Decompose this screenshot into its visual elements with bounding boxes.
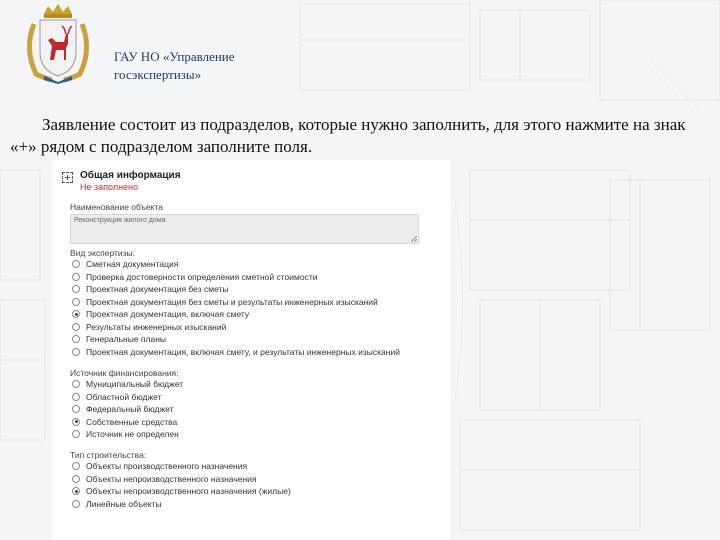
radio-button[interactable] (72, 273, 80, 281)
radio-button[interactable] (72, 285, 80, 293)
form-panel (52, 160, 450, 540)
expertise-option[interactable] (72, 333, 166, 345)
expertise-option-label: Сметная документация (86, 259, 179, 269)
funding-option[interactable] (72, 378, 183, 390)
expertise-option[interactable] (72, 308, 249, 320)
expertise-option[interactable] (72, 321, 226, 333)
funding-option-label: Федеральный бюджет (86, 404, 174, 414)
radio-button[interactable] (72, 462, 80, 470)
funding-option-label: Собственные средства (86, 416, 178, 427)
funding-option[interactable] (72, 403, 174, 415)
construction-option-label: Объекты непроизводственного назначения (жилые) (86, 486, 291, 496)
coat-of-arms-icon (22, 4, 94, 84)
expertise-option[interactable] (72, 271, 318, 283)
expertise-option[interactable] (72, 346, 400, 358)
radio-button[interactable] (72, 475, 80, 483)
construction-option[interactable] (72, 460, 247, 472)
funding-option-label: Муниципальный бюджет (86, 379, 184, 389)
radio-button[interactable] (72, 393, 80, 401)
construction-option[interactable] (72, 498, 162, 510)
radio-button[interactable] (72, 310, 80, 318)
object-name-value: Реконструкция жилого дома (74, 217, 166, 224)
construction-label: Тип строительства: (70, 450, 147, 460)
expertise-label: Вид экспертизы: (70, 248, 136, 258)
radio-button[interactable] (72, 380, 80, 388)
instruction-text: Заявление состоит из подразделов, которые нужно заполнить, для этого нажмите на знак «+» рядом с подразделом заполните поля. (10, 115, 686, 156)
section-status: Не заполнено (80, 182, 139, 192)
expertise-option-label: Проверка достоверности определения сметной стоимости (86, 271, 318, 282)
radio-button[interactable] (72, 418, 80, 426)
funding-option[interactable] (72, 416, 177, 428)
funding-option[interactable] (72, 391, 162, 403)
construction-option-label: Линейные объекты (86, 498, 162, 509)
construction-option[interactable] (72, 485, 291, 497)
object-name-label: Наименование объекта (70, 202, 163, 212)
object-name-field[interactable] (70, 214, 419, 244)
construction-option[interactable] (72, 473, 257, 485)
organization-title: ГАУ НО «Управление госэкспертизы» (114, 49, 235, 82)
radio-button[interactable] (72, 348, 80, 356)
resize-handle-icon[interactable] (411, 236, 417, 242)
expertise-option-label: Проектная документация без сметы (86, 284, 229, 294)
expertise-option[interactable] (72, 283, 229, 295)
funding-label: Источник финансирования: (70, 368, 179, 378)
expertise-option-label: Проектная документация, включая смету, и результаты инженерных изысканий (86, 346, 400, 357)
radio-button[interactable] (72, 405, 80, 413)
funding-option-label: Областной бюджет (86, 391, 162, 402)
section-title: Общая информация (80, 170, 181, 181)
radio-button[interactable] (72, 298, 80, 306)
radio-button[interactable] (72, 487, 80, 495)
scroll-fade (52, 524, 450, 540)
expertise-option[interactable] (72, 296, 378, 308)
expertise-option-label: Результаты инженерных изысканий (86, 321, 227, 332)
construction-option-label: Объекты непроизводственного назначения (86, 473, 257, 484)
radio-button[interactable] (72, 335, 80, 343)
expertise-option-label: Проектная документация, включая смету (86, 309, 250, 319)
expertise-option[interactable] (72, 258, 178, 270)
radio-button[interactable] (72, 323, 80, 331)
radio-button[interactable] (72, 260, 80, 268)
radio-button[interactable] (72, 430, 80, 438)
construction-option-label: Объекты производственного назначения (86, 461, 248, 471)
funding-option[interactable] (72, 428, 179, 440)
expand-icon[interactable] (62, 172, 73, 183)
expertise-option-label: Проектная документация без сметы и результаты инженерных изысканий (86, 296, 378, 307)
funding-option-label: Источник не определен (86, 429, 179, 439)
expertise-option-label: Генеральные планы (86, 334, 167, 344)
radio-button[interactable] (72, 500, 80, 508)
